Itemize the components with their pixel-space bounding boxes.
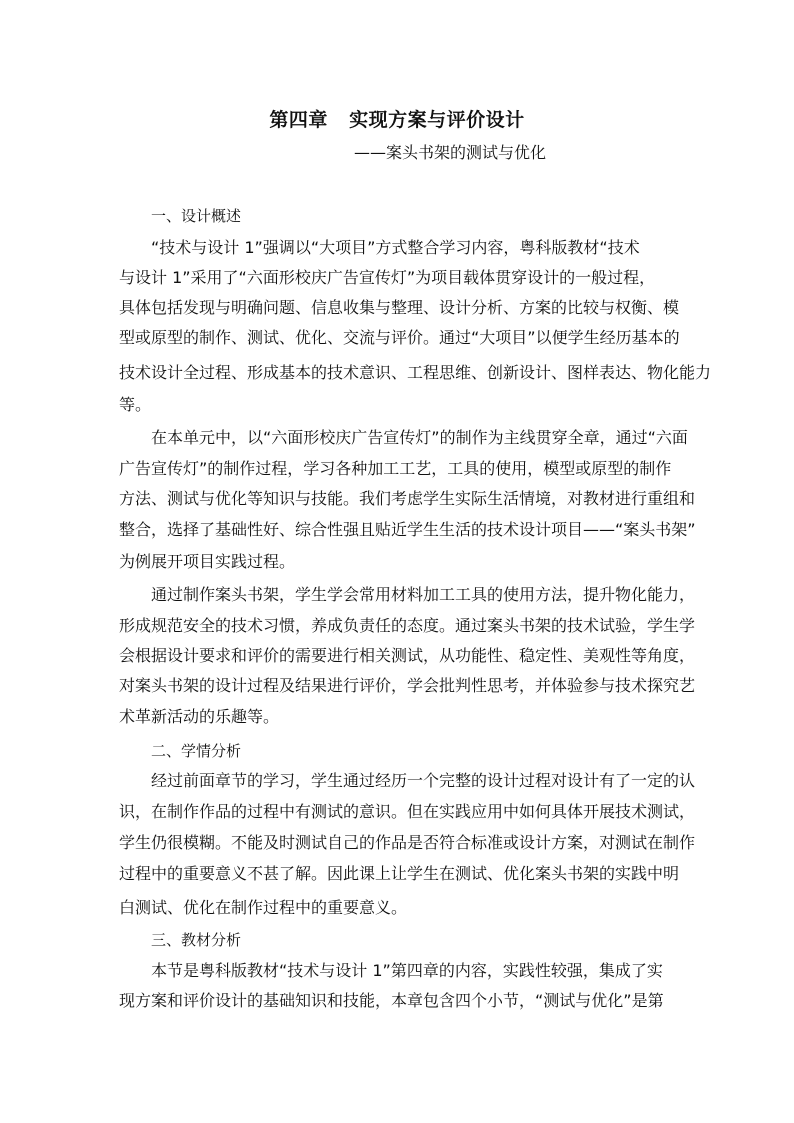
paragraph-line: 广告宣传灯”的制作过程，学习各种加工工艺，工具的使用，模型或原型的制作 (119, 459, 672, 478)
paragraph-line: 会根据设计要求和评价的需要进行相关测试，从功能性、稳定性、美观性等角度， (119, 646, 696, 665)
paragraph-line: 整合，选择了基础性好、综合性强且贴近学生生活的技术设计项目——“案头书架” (119, 520, 696, 539)
paragraph-line: 具体包括发现与明确问题、信息收集与整理、设计分析、方案的比较与权衡、模 (119, 298, 680, 317)
paragraph-line: 技术设计全过程、形成基本的技术意识、工程思维、创新设计、图样表达、物化能力 (119, 363, 712, 382)
chapter-title: 第四章 实现方案与评价设计 (269, 109, 525, 131)
paragraph-line: 对案头书架的设计过程及结果进行评价，学会批判性思考，并体验参与技术探究艺 (119, 676, 696, 695)
paragraph-line: 形成规范安全的技术习惯，养成负责任的态度。通过案头书架的技术试验，学生学 (119, 616, 696, 635)
paragraph-line: 与设计 1”采用了“六面形校庆广告宣传灯”为项目载体贯穿设计的一般过程， (119, 268, 656, 287)
paragraph-line: 识，在制作作品的过程中有测试的意识。但在实践应用中如何具体开展技术测试， (119, 802, 696, 821)
paragraph-line: 通过制作案头书架，学生学会常用材料加工工具的使用方法，提升物化能力， (151, 585, 696, 604)
chapter-subtitle: ——案头书架的测试与优化 (353, 143, 546, 162)
section-heading-textbook: 三、教材分析 (151, 931, 242, 949)
paragraph-line: 等。 (119, 395, 152, 414)
paragraph-line: 学生仍很模糊。不能及时测试自己的作品是否符合标准或设计方案，对测试在制作 (119, 833, 696, 852)
paragraph-line: 方法、测试与优化等知识与技能。我们考虑学生实际生活情境，对教材进行重组和 (119, 489, 696, 508)
paragraph-line: 经过前面章节的学习，学生通过经历一个完整的设计过程对设计有了一定的认 (151, 771, 696, 790)
paragraph-line: 现方案和评价设计的基础知识和技能，本章包含四个小节，“测试与优化”是第 (119, 991, 664, 1010)
paragraph-line: 为例展开项目实践过程。 (119, 552, 296, 571)
section-heading-learner: 二、学情分析 (151, 742, 242, 760)
paragraph-line: 型或原型的制作、测试、优化、交流与评价。通过“大项目”以便学生经历基本的 (119, 328, 680, 347)
paragraph-line: “技术与设计 1”强调以“大项目”方式整合学习内容，粤科版教材“技术 (151, 238, 640, 257)
paragraph-line: 过程中的重要意义不甚了解。因此课上让学生在测试、优化案头书架的实践中明 (119, 864, 680, 883)
paragraph-line: 在本单元中，以“六面形校庆广告宣传灯”的制作为主线贯穿全章，通过“六面 (151, 428, 688, 447)
section-heading-overview: 一、设计概述 (151, 207, 242, 225)
paragraph-line: 术革新活动的乐趣等。 (119, 707, 280, 726)
paragraph-line: 白测试、优化在制作过程中的重要意义。 (119, 898, 408, 917)
paragraph-line: 本节是粤科版教材“技术与设计 1”第四章的内容，实践性较强，集成了实 (151, 961, 663, 980)
